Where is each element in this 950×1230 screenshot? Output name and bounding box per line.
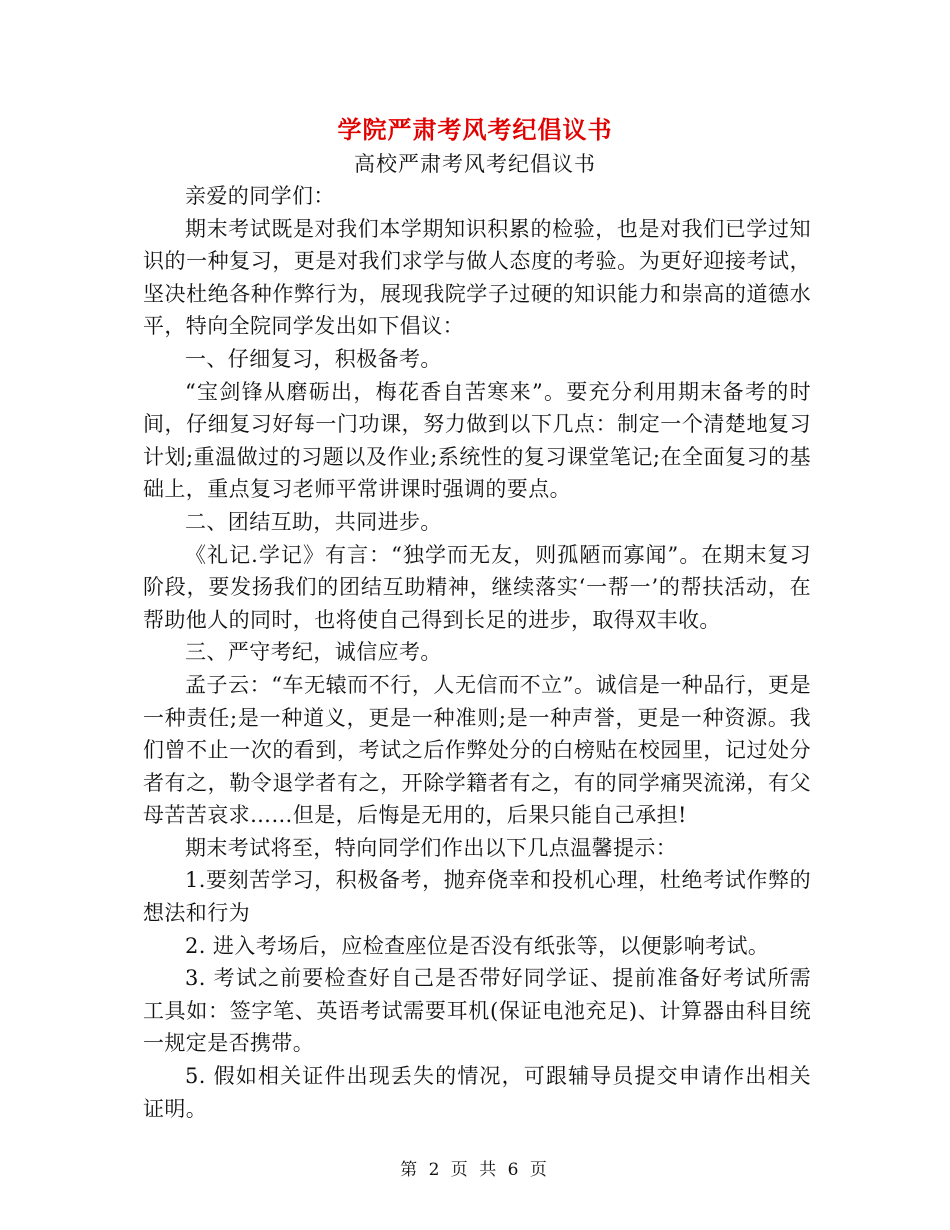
document-subtitle: 高校严肃考风考纪倡议书	[354, 152, 596, 176]
document-title: 学院严肃考风考纪倡议书	[337, 115, 613, 144]
tip-item-3: 3. 考试之前要检查好自己是否带好同学证、提前准备好考试所需工具如：签字笔、英语考试需要耳机(保证电池充足)、计算器由科目统一规定是否携带。	[143, 966, 811, 1056]
greeting-paragraph: 亲爱的同学们：	[185, 184, 335, 208]
intro-paragraph: 期末考试既是对我们本学期知识积累的检验，也是对我们已学过知识的一种复习，更是对我们求学与做人态度的考验。为更好迎接考试，坚决杜绝各种作弊行为，展现我院学子过硬的知识能力和崇高的道德水平，特向全院同学发出如下倡议：	[143, 216, 811, 339]
section-heading-1: 一、仔细复习，积极备考。	[185, 346, 442, 371]
tip-item-1: 1.要刻苦学习，积极备考，抛弃侥幸和投机心理，杜绝考试作弊的想法和行为	[143, 868, 811, 926]
tips-intro-paragraph: 期末考试将至，特向同学们作出以下几点温馨提示：	[185, 835, 678, 860]
page-number-footer: 第 2 页 共 6 页	[400, 1160, 550, 1180]
section-paragraph-3: 孟子云：“车无辕而不行，人无信而不立”。诚信是一种品行，更是一种责任;是一种道义，更是一种准则;是一种声誉，更是一种资源。我们曾不止一次的看到，考试之后作弊处分的白榜贴在校园里，记过处分者有之，勒令退学者有之，开除学籍者有之，有的同学痛哭流涕，有父母苦苦哀求……但是，后悔是无用的，后果只能自己承担!	[143, 672, 811, 828]
tip-item-5: 5. 假如相关证件出现丢失的情况，可跟辅导员提交申请作出相关证明。	[143, 1064, 811, 1121]
tip-item-2: 2. 进入考场后，应检查座位是否没有纸张等，以便影响考试。	[185, 933, 770, 958]
section-paragraph-1: “宝剑锋从磨砺出，梅花香自苦寒来”。要充分利用期末备考的时间，仔细复习好每一门功课，努力做到以下几点：制定一个清楚地复习计划;重温做过的习题以及作业;系统性的复习课堂笔记;在全面复习的基础上，重点复习老师平常讲课时强调的要点。	[143, 379, 811, 502]
section-paragraph-2: 《礼记.学记》有言：“独学而无友，则孤陋而寡闻”。在期末复习阶段，要发扬我们的团结互助精神，继续落实‘一帮一’的帮扶活动，在帮助他人的同时，也将使自己得到长足的进步，取得双丰收。	[143, 542, 811, 632]
section-heading-2: 二、团结互助，共同进步。	[185, 509, 442, 534]
section-heading-3: 三、严守考纪，诚信应考。	[185, 640, 442, 665]
document-body	[143, 180, 811, 1125]
